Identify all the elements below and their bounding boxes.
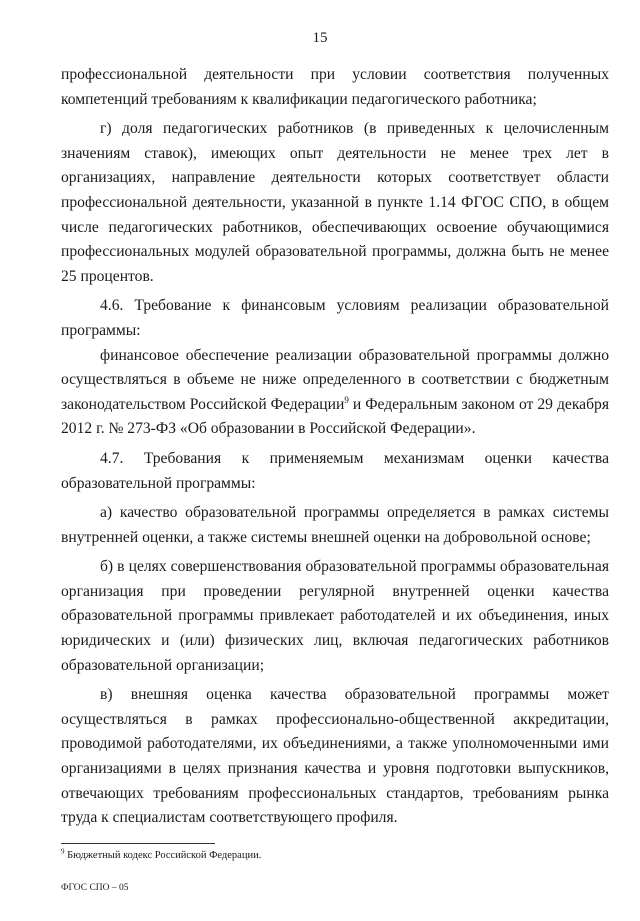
page-number: 15 xyxy=(312,30,328,46)
paragraph-financing-text-end: и Федеральным законом от 29 декабря 2012 г. № 273-ФЗ «Об образовании в Российской Федерации». xyxy=(61,395,609,438)
paragraph-item-v: в) внешняя оценка качества образовательной программы может осуществляться в рамках профессионально-общественной аккредитации, проводимой работодателями, их объединениями, а также уполномоченными ими организациями в целях признания качества и уровня подготовки выпускников, отвечающих требованиям профессиональных стандартов, требованиям рынка труда к специалистам соответствующего профиля. xyxy=(61,686,609,827)
footnote-divider xyxy=(61,843,215,844)
footnote-text: Бюджетный кодекс Российской Федерации. xyxy=(64,850,262,861)
document-code: ФГОС СПО – 05 xyxy=(61,883,129,893)
paragraph-continuation: профессиональной деятельности при условии соответствия полученных компетенций требованиям к квалификации педагогического работника; xyxy=(61,66,609,108)
paragraph-financing-text: финансовое обеспечение реализации образовательной программы должно осуществляться в объеме не ниже определенного в соответствии с бюджетным законодательством Российской Федерации xyxy=(61,346,609,413)
paragraph-item-a: а) качество образовательной программы определяется в рамках системы внутренней оценки, а также системы внешней оценки на добровольной основе; xyxy=(61,504,609,546)
footnote-marker: 9 xyxy=(61,847,65,856)
paragraph-item-b: б) в целях совершенствования образовательной программы образовательная организация при проведении регулярной внутренней оценки качества образовательной программы привлекает работодателей и их объединения, иных юридических и (или) физических лиц, включая педагогических работников образовательной организации; xyxy=(61,558,609,674)
footnote-reference: 9 xyxy=(344,394,349,405)
document-body xyxy=(61,63,609,831)
paragraph-financing xyxy=(61,344,609,442)
section-4-7-heading: 4.7. Требования к применяемым механизмам оценки качества образовательной программы: xyxy=(61,449,609,492)
footnote xyxy=(61,847,262,861)
paragraph-item-g: г) доля педагогических работников (в приведенных к целочисленным значениям ставок), имеющих опыт деятельности не менее трех лет в организациях, направление деятельности которых соответствует области профессиональной деятельности, указанной в пункте 1.14 ФГОС СПО, в общем числе педагогических работников, обеспечивающих освоение обучающимися профессиональных модулей образовательной программы, должна быть не менее 25 процентов. xyxy=(61,120,609,285)
section-4-6-heading: 4.6. Требование к финансовым условиям реализации образовательной программы: xyxy=(61,297,609,339)
